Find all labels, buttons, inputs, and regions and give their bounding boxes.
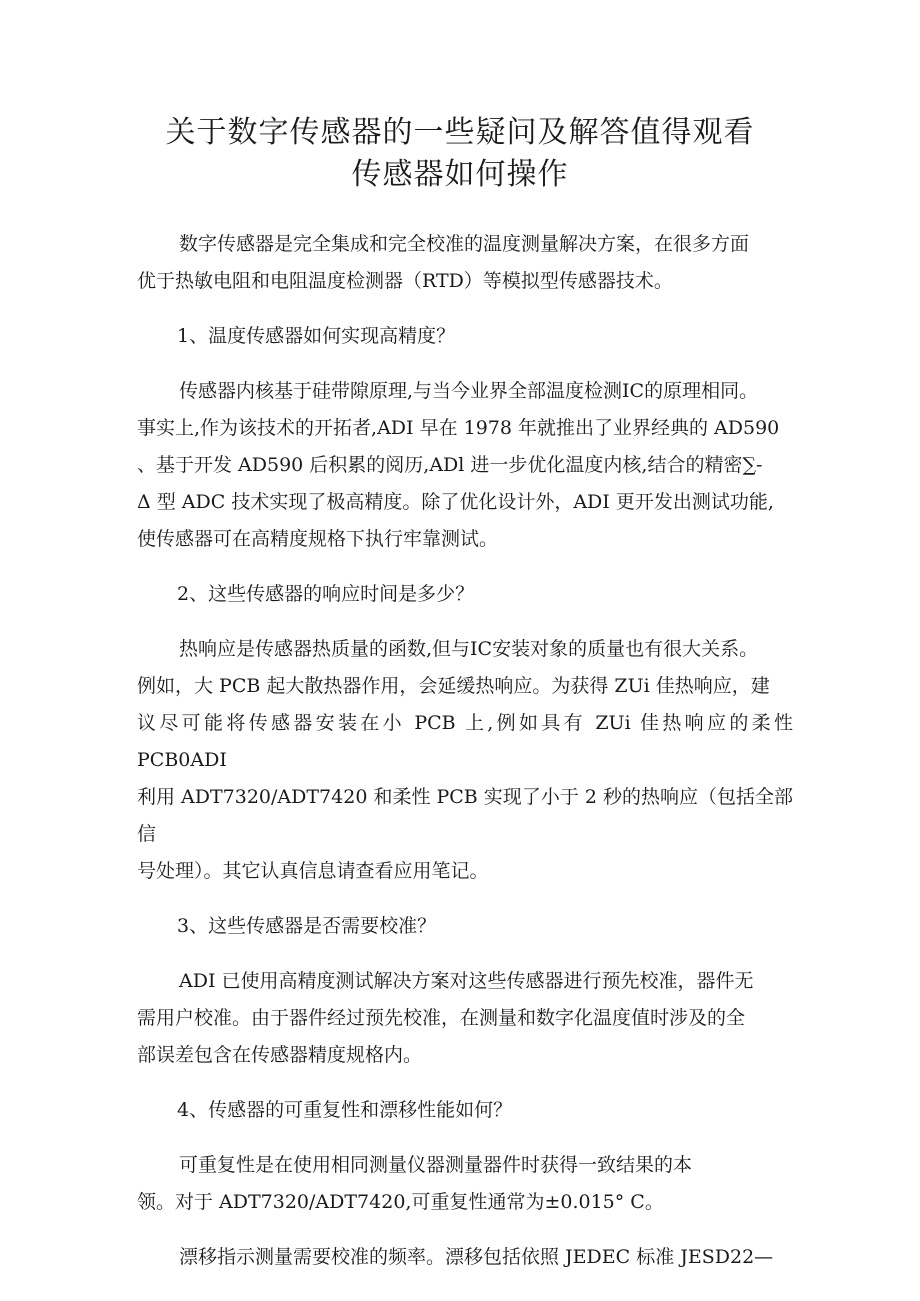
document-body xyxy=(137,226,793,1276)
section-paragraph-3 xyxy=(137,963,793,1074)
title-line-2: 传感器如何操作 xyxy=(351,157,569,192)
paragraph-line: 、基于开发 AD590 后积累的阅历,ADl 进一步优化温度内核,结合的精密∑- xyxy=(137,454,763,476)
paragraph-line: Δ 型 ADC 技术实现了极高精度。除了优化设计外，ADI 更开发出测试功能, xyxy=(137,491,774,513)
paragraph-line: 需用户校准。由于器件经过预先校准，在测量和数字化温度值时涉及的全 xyxy=(137,1007,746,1029)
intro-paragraph xyxy=(137,226,793,300)
paragraph-line: 议尽可能将传感器安装在小 PCB 上,例如具有 ZUi 佳热响应的柔性 PCB0ADI xyxy=(137,712,793,771)
tail-paragraph-line: 漂移指示测量需要校准的频率。漂移包括依照 JEDEC 标准 JESD22— xyxy=(179,1246,774,1268)
intro-line: 数字传感器是完全集成和完全校准的温度测量解决方案，在很多方面 xyxy=(179,233,750,255)
intro-line: 优于热敏电阻和电阻温度检测器（RTD）等模拟型传感器技术。 xyxy=(137,270,673,292)
paragraph-line: 可重复性是在使用相同测量仪器测量器件时获得一致结果的本 xyxy=(179,1154,693,1176)
paragraph-line: 号处理）。其它认真信息请查看应用笔记。 xyxy=(137,860,489,882)
paragraph-line: 传感器内核基于硅带隙原理,与当今业界全部温度检测IC的原理相同。 xyxy=(179,380,759,402)
title-line-1: 关于数字传感器的一些疑问及解答值得观看 xyxy=(165,115,755,150)
section-heading-2: 2、这些传感器的响应时间是多少？ xyxy=(177,583,475,605)
paragraph-line: 热响应是传感器热质量的函数,但与IC安装对象的质量也有很大关系。 xyxy=(179,638,759,660)
paragraph-line: 例如，大 PCB 起大散热器作用，会延缓热响应。为获得 ZUi 佳热响应，建 xyxy=(137,675,770,697)
section-paragraph-4 xyxy=(137,1147,793,1221)
paragraph-line: 部误差包含在传感器精度规格内。 xyxy=(137,1044,423,1066)
section-paragraph-2 xyxy=(137,631,793,890)
section-heading-1: 1、温度传感器如何实现高精度？ xyxy=(177,325,456,347)
section-paragraph-1 xyxy=(137,373,793,558)
section-heading-4: 4、传感器的可重复性和漂移性能如何？ xyxy=(177,1099,513,1121)
paragraph-line: 利用 ADT7320/ADT7420 和柔性 PCB 实现了小于 2 秒的热响应（包括全部信 xyxy=(137,786,793,845)
paragraph-line: 事实上,作为该技术的开拓者,ADI 早在 1978 年就推出了业界经典的 AD590 xyxy=(137,417,780,439)
document-title xyxy=(0,112,920,196)
paragraph-line: ADI 已使用高精度测试解决方案对这些传感器进行预先校准，器件无 xyxy=(179,970,754,992)
paragraph-line: 领。对于 ADT7320/ADT7420,可重复性通常为±0.015° C。 xyxy=(137,1191,664,1213)
section-heading-3: 3、这些传感器是否需要校准？ xyxy=(177,915,437,937)
paragraph-line: 使传感器可在高精度规格下执行牢靠测试。 xyxy=(137,528,499,550)
